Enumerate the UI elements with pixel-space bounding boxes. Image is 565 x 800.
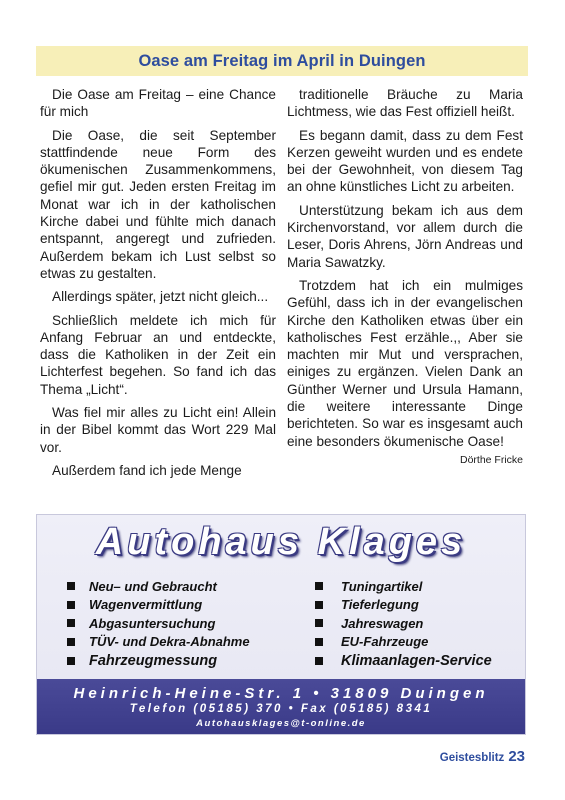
article-title: Oase am Freitag im April in Duingen [138, 51, 426, 70]
ad-address: Heinrich-Heine-Str. 1 • 31809 Duingen [73, 685, 489, 702]
paragraph: Außerdem fand ich jede Menge [52, 462, 242, 478]
article-column-right [287, 86, 523, 469]
square-bullet-icon [67, 601, 75, 609]
ad-service-label: Klimaanlagen-Service [341, 653, 492, 669]
ad-service-label: Tuningartikel [341, 578, 423, 594]
page-number: 23 [508, 748, 525, 765]
ad-services-left [67, 577, 250, 671]
ad-service-label: Wagenvermittlung [89, 597, 203, 613]
square-bullet-icon [315, 638, 323, 646]
paragraph: Die Oase am Freitag – eine Chance für mich [40, 87, 276, 120]
paragraph-last [287, 277, 523, 466]
square-bullet-icon [67, 657, 75, 665]
paragraph: traditionelle Bräuche zu Maria Lichtmess, wie das Fest offiziell heißt. [287, 87, 523, 120]
ad-service-label: EU-Fahrzeuge [341, 634, 429, 650]
paragraph-text: Trotzdem hat ich ein mulmiges Gefühl, dass ich in der evangelischen Kirche den Katholiken etwas über ein katholisches Fest erzähle.,, Aber sie machten mir Mut und versprachen, einiges zu ergänzen. Vielen Dank an Günther Werner und Ursula Hamann, die weitere interessante Dinge berichteten. So war es insgesamt auch eine besonders ökumenische Oase! [287, 277, 523, 449]
square-bullet-icon [315, 657, 323, 665]
ad-service-label: Abgasuntersuchung [89, 615, 216, 631]
square-bullet-icon [315, 619, 323, 627]
article-column-left [40, 86, 276, 485]
ad-service-item [315, 633, 492, 652]
ad-service-label: Neu– und Gebraucht [89, 578, 217, 594]
ad-service-item [315, 577, 492, 596]
ad-email: Autohausklages@t-online.de [196, 718, 366, 729]
ad-service-item [315, 651, 492, 671]
ad-service-item [67, 577, 250, 596]
paragraph: Die Oase, die seit September stattfindende neue Form des ökumenischen Zusammenkommens, gefiel mir gut. Jeden ersten Freitag im Monat war ich in der katholischen Kirche dabei und fühlte mich danach entspannt, angeregt und zufrieden. Außerdem bekam ich Lust selbst so etwas zu gestalten. [40, 127, 276, 281]
paragraph: Es begann damit, dass zu dem Fest Kerzen geweiht wurden und es endete bei der Gewohnheit, von diesem Tag an ohne künstliches Licht zu arbeiten. [287, 127, 523, 195]
ad-phone-fax: Telefon (05185) 370 • Fax (05185) 8341 [129, 703, 433, 715]
ad-service-item [67, 596, 250, 615]
ad-service-label: TÜV- und Dekra-Abnahme [89, 634, 250, 650]
page-footer [440, 748, 525, 765]
author-signature: Dörthe Fricke [459, 453, 523, 466]
ad-service-label: Tieferlegung [341, 597, 419, 613]
square-bullet-icon [67, 582, 75, 590]
article-title-bar [36, 46, 528, 76]
advertisement-autohaus [36, 514, 526, 735]
ad-service-label: Fahrzeugmessung [89, 653, 218, 669]
ad-service-item [67, 633, 250, 652]
square-bullet-icon [67, 638, 75, 646]
ad-contact-bar [37, 679, 525, 734]
ad-service-label: Jahreswagen [341, 615, 424, 631]
square-bullet-icon [315, 601, 323, 609]
ad-service-item [67, 614, 250, 633]
paragraph: Was fiel mir alles zu Licht ein! Allein in der Bibel kommt das Wort 229 Mal vor. [40, 405, 276, 455]
ad-service-item [315, 614, 492, 633]
paragraph: Allerdings später, jetzt nicht gleich... [52, 289, 269, 305]
square-bullet-icon [315, 582, 323, 590]
ad-services-right [315, 577, 492, 671]
ad-service-item [67, 651, 250, 671]
paragraph: Unterstützung bekam ich aus dem Kirchenvorstand, vor allem durch die Leser, Doris Ahrens, Jörn Andreas und Maria Sawatzky. [287, 202, 523, 270]
magazine-name: Geistesblitz [439, 752, 505, 764]
square-bullet-icon [67, 619, 75, 627]
ad-company-name: Autohaus Klages [95, 521, 467, 563]
paragraph: Schließlich meldete ich mich für Anfang Februar an und entdeckte, dass die Katholiken in der Zeit ein Lichterfest begehen. So fand ich das Thema „Licht“. [40, 312, 276, 397]
ad-service-item [315, 596, 492, 615]
